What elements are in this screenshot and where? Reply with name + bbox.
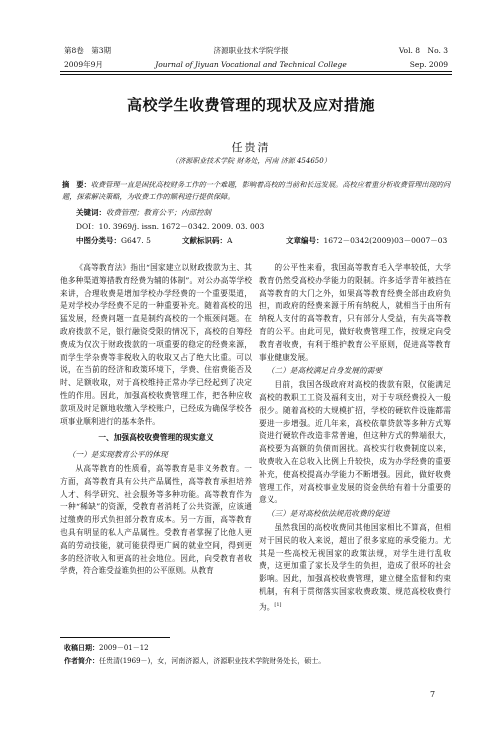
header-rule-thin <box>60 74 452 75</box>
author-bio <box>64 655 325 667</box>
header-issue: 第8卷 第3期 <box>64 46 112 55</box>
clc-number <box>76 235 151 247</box>
article-number-label: 文章编号： <box>286 236 324 245</box>
abstract-label: 摘 要： <box>62 180 91 189</box>
subsection-heading: （二）是高校满足自身发展的需要 <box>266 366 383 376</box>
clc-label: 中图分类号： <box>76 236 121 245</box>
paragraph-text: 虽然我国的高校收费同其他国家相比不算高，但相对于国民的收入来说，超出了很多家庭的承受能力。尤其是一些高校无视国家的政策法规，对学生进行乱收费，这更加重了家长及学生的负担，造成了很坏的社会影响。因此，加强高校收费管理，建立健全监督和约束机制，有利于贯彻落实国家收费政策、规范高校收费行为。 <box>259 522 451 612</box>
paragraph <box>259 522 451 614</box>
document-code <box>182 235 232 247</box>
article-number <box>286 235 447 247</box>
bio-label: 作者简介： <box>64 656 99 665</box>
doi <box>76 221 264 233</box>
bio-text: 任贵清(1969－)，女，河南济源人，济源职业技术学院财务处长，硕士。 <box>99 657 326 665</box>
received-value: 2009－01－12 <box>99 644 149 652</box>
paragraph: 的公平性来看，我国高等教育毛入学率较低，大学教育仍然受高校办学能力的限制。许多适学青年被挡在高等教育的大门之外，如果高等教育经费全部由政府负担，而政府的经费来源于所有纳税人，就相当于由所有纳税人支付的高等教育，只有部分人受益，有失高等教育的公平。由此可见，做好收费管理工作，按规定向受教育者收费，有利于维护教育公平原则，促进高等教育事业健康发展。 <box>259 263 451 362</box>
header-journal-name-en: Journal of Jiyuan Vocational and Technical College <box>155 60 347 69</box>
abstract-text: 收费管理一直是困扰高校财务工作的一个难题，影响着高校的当前和长远发展。高校应着重分析收费管理出现的问题，探索解决策略，为收费工作的顺利进行提供保障。 <box>62 180 451 201</box>
header-volume: Vol. 8 No. 3 <box>398 46 448 55</box>
doi-value: 10. 3969/j. issn. 1672－0342. 2009. 03. 003 <box>98 222 265 231</box>
header-date-en: Sep. 2009 <box>409 60 448 69</box>
paragraph: 《高等教育法》指出“国家建立以财政拨款为主、其他多种渠道筹措教育经费为辅的体制”。对公办高等学校来讲，合理收费是增加学校办学经费的一个重要渠道，是对学校办学经费不足的一种重要补充。随着高校的迅猛发展，经费问题一直是制约高校的一个瓶颈问题。在政府拨款不足，银行融资受限的情况下，高校的自筹经费成为仅次于财政拨款的一项重要的稳定的经费来源，而学生学杂费等非税收入的收取又占了绝大比重。可以说，在当前的经济和政策环境下，学费、住宿费能否及时、足额收取，对于高校维持正常办学已经起到了决定性的作用。因此，加强高校收费管理工作，把各种应收款项及时足额地收缴入学校账户，已经成为确保学校各项事业顺利进行的基本条件。 <box>60 263 252 426</box>
received-date <box>64 642 149 654</box>
keywords-label: 关键词： <box>76 208 106 217</box>
article-title: 高校学生收费管理的现状及应对措施 <box>126 96 375 114</box>
page-number: 7 <box>430 690 436 699</box>
keywords-text: 收费管理；教育公平；内部控制 <box>106 208 211 217</box>
footnote-rule <box>60 637 170 638</box>
header-rule <box>60 71 452 72</box>
citation-marker: [1] <box>274 601 282 608</box>
author-name: 任贵清 <box>231 141 271 154</box>
document-code-value: A <box>227 236 233 245</box>
paragraph: 从高等教育的性质看，高等教育是非义务教育。一方面，高等教育具有公共产品属性，高等教育承担培养人才、科学研究、社会服务等多种功能。高等教育作为一种“稀缺”的资源，受教育者消耗了公共资源，应该通过缴费的形式负担部分教育成本。另一方面，高等教育也具有明显的私人产品属性。受教育者掌握了比他人更高的劳动技能，就可能获得更广阔的就业空间，得到更多的经济收入和更高的社会地位。因此，向受教育者收学费，符合谁受益谁负担的公平原则。从教育 <box>60 463 252 576</box>
keywords <box>76 207 211 219</box>
received-label: 收稿日期： <box>64 643 99 652</box>
article-number-value: 1672－0342(2009)03－0007－03 <box>323 236 448 245</box>
doi-label: DOI： <box>76 222 99 231</box>
author-affiliation: （济源职业技术学院 财务处，河南 济源 454650） <box>171 157 331 165</box>
paragraph: 目前，我国各级政府对高校的拨款有限，仅能满足高校的教职工工资及福利支出，对于专项经费投入一般很少。随着高校的大规模扩招，学校的硬软件设施都需要进一步增强。近几年来，高校依靠贷款等多种方式筹资进行硬软件改造非常普遍，但这种方式的弊端很大，高校要为高额的负债而困扰。高校实行收费制度以来，收费收入在总收入比例上升较快，成为办学经费的重要补充，使高校提高办学能力不断增强。因此，做好收费管理工作，对高校事业发展的资金供给有着十分重要的意义。 <box>259 380 451 505</box>
subsection-heading: （一）是实现教育公平的体现 <box>67 450 168 460</box>
body-column-left <box>60 262 252 578</box>
document-code-label: 文献标识码： <box>182 236 227 245</box>
abstract <box>62 179 454 203</box>
header-date: 2009年9月 <box>64 60 103 69</box>
section-heading: 一、加强高校收费管理的现实意义 <box>98 433 214 443</box>
subsection-heading: （三）是对高校依法规范收费的促进 <box>266 509 390 519</box>
header-journal-name: 济源职业技术学院学报 <box>213 46 289 55</box>
body-column-right <box>259 262 451 614</box>
clc-value: G647. 5 <box>121 236 151 245</box>
